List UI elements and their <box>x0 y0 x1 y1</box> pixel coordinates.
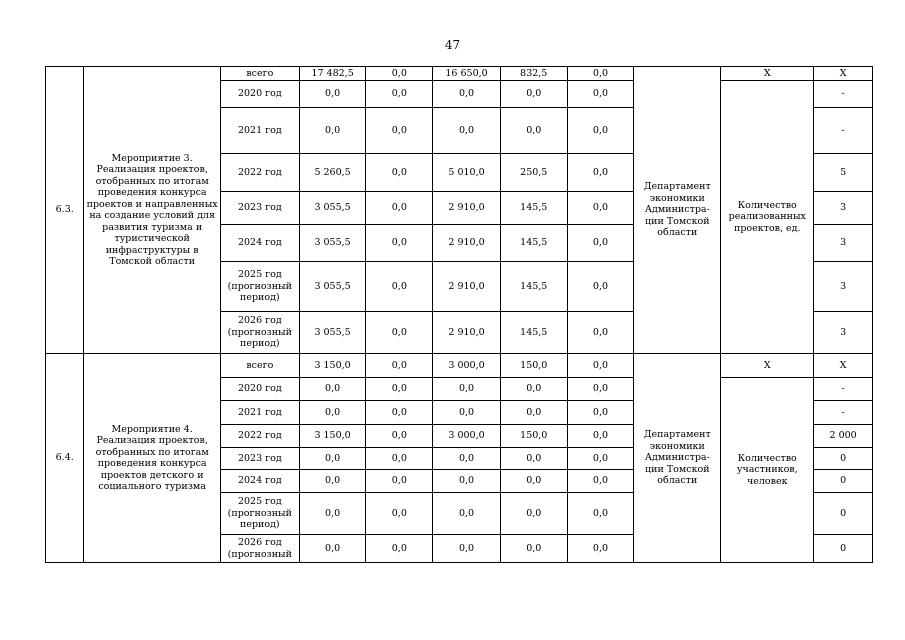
value-cell: 0,0 <box>299 493 366 535</box>
item-name: Мероприятие 3. Реализация проектов, отобранных по итогам проведения конкурса проектов и направленных на создание условий для развития туризма и туристической инфраструктуры в Томской области <box>84 67 220 354</box>
year-cell: 2023 год <box>220 448 299 470</box>
indicator-cell: Х <box>721 67 814 81</box>
year-cell: всего <box>220 67 299 81</box>
value-cell: 0,0 <box>500 401 567 425</box>
value-cell: 0,0 <box>433 448 501 470</box>
item-number: 6.4. <box>46 354 84 563</box>
indicator-cell: Количество реализованных проектов, ед. <box>721 81 814 354</box>
value-cell: 0,0 <box>366 312 433 354</box>
department-cell: Департамент экономики Администра-ции Томской области <box>634 354 721 563</box>
value-cell: 0,0 <box>433 493 501 535</box>
year-cell: 2026 год (прогнозный <box>220 535 299 563</box>
year-cell: 2021 год <box>220 401 299 425</box>
value-cell: 0,0 <box>567 312 634 354</box>
value-cell: 0,0 <box>366 81 433 108</box>
value-cell: 0,0 <box>366 448 433 470</box>
value-cell: 0,0 <box>299 81 366 108</box>
indicator-value: Х <box>814 354 873 378</box>
value-cell: 3 000,0 <box>433 425 501 448</box>
value-cell: 0,0 <box>567 448 634 470</box>
value-cell: 0,0 <box>500 535 567 563</box>
value-cell: 0,0 <box>366 67 433 81</box>
value-cell: 150,0 <box>500 425 567 448</box>
value-cell: 0,0 <box>567 225 634 262</box>
value-cell: 2 910,0 <box>433 262 501 312</box>
value-cell: 17 482,5 <box>299 67 366 81</box>
value-cell: 0,0 <box>366 493 433 535</box>
value-cell: 0,0 <box>433 401 501 425</box>
indicator-cell: Х <box>721 354 814 378</box>
year-cell: 2022 год <box>220 154 299 192</box>
value-cell: 0,0 <box>567 401 634 425</box>
value-cell: 0,0 <box>567 354 634 378</box>
value-cell: 0,0 <box>500 108 567 154</box>
year-cell: 2020 год <box>220 81 299 108</box>
value-cell: 0,0 <box>433 535 501 563</box>
value-cell: 0,0 <box>567 470 634 493</box>
indicator-value: - <box>814 81 873 108</box>
value-cell: 0,0 <box>366 354 433 378</box>
indicator-value: 0 <box>814 535 873 563</box>
value-cell: 0,0 <box>366 154 433 192</box>
value-cell: 832,5 <box>500 67 567 81</box>
value-cell: 0,0 <box>366 108 433 154</box>
value-cell: 0,0 <box>366 401 433 425</box>
value-cell: 0,0 <box>299 448 366 470</box>
year-cell: 2024 год <box>220 470 299 493</box>
value-cell: 16 650,0 <box>433 67 501 81</box>
indicator-value: 2 000 <box>814 425 873 448</box>
value-cell: 0,0 <box>567 154 634 192</box>
value-cell: 0,0 <box>366 535 433 563</box>
value-cell: 0,0 <box>366 192 433 225</box>
year-cell: 2020 год <box>220 378 299 401</box>
value-cell: 2 910,0 <box>433 192 501 225</box>
indicator-value: 0 <box>814 448 873 470</box>
value-cell: 0,0 <box>567 425 634 448</box>
value-cell: 3 150,0 <box>299 354 366 378</box>
year-cell: 2023 год <box>220 192 299 225</box>
value-cell: 0,0 <box>567 535 634 563</box>
item-number: 6.3. <box>46 67 84 354</box>
year-cell: 2026 год (прогнозный период) <box>220 312 299 354</box>
indicator-value: 3 <box>814 225 873 262</box>
value-cell: 0,0 <box>567 493 634 535</box>
value-cell: 3 150,0 <box>299 425 366 448</box>
value-cell: 2 910,0 <box>433 225 501 262</box>
value-cell: 145,5 <box>500 262 567 312</box>
year-cell: 2025 год (прогнозный период) <box>220 493 299 535</box>
indicator-value: 3 <box>814 262 873 312</box>
value-cell: 0,0 <box>433 470 501 493</box>
year-cell: 2021 год <box>220 108 299 154</box>
value-cell: 145,5 <box>500 192 567 225</box>
item-name: Мероприятие 4. Реализация проектов, отобранных по итогам проведения конкурса проектов детского и социального туризма <box>84 354 220 563</box>
value-cell: 0,0 <box>567 81 634 108</box>
value-cell: 3 000,0 <box>433 354 501 378</box>
value-cell: 0,0 <box>433 378 501 401</box>
value-cell: 0,0 <box>500 493 567 535</box>
value-cell: 0,0 <box>299 535 366 563</box>
year-cell: 2024 год <box>220 225 299 262</box>
value-cell: 5 010,0 <box>433 154 501 192</box>
value-cell: 0,0 <box>500 470 567 493</box>
value-cell: 0,0 <box>500 448 567 470</box>
value-cell: 5 260,5 <box>299 154 366 192</box>
indicator-value: 5 <box>814 154 873 192</box>
year-cell: 2022 год <box>220 425 299 448</box>
indicator-value: - <box>814 378 873 401</box>
value-cell: 145,5 <box>500 312 567 354</box>
indicator-value: 3 <box>814 312 873 354</box>
indicator-value: - <box>814 108 873 154</box>
indicator-value: 3 <box>814 192 873 225</box>
value-cell: 145,5 <box>500 225 567 262</box>
value-cell: 150,0 <box>500 354 567 378</box>
value-cell: 0,0 <box>299 378 366 401</box>
value-cell: 0,0 <box>366 225 433 262</box>
value-cell: 3 055,5 <box>299 312 366 354</box>
year-cell: 2025 год (прогнозный период) <box>220 262 299 312</box>
value-cell: 0,0 <box>433 81 501 108</box>
value-cell: 0,0 <box>567 108 634 154</box>
value-cell: 0,0 <box>500 378 567 401</box>
value-cell: 0,0 <box>567 378 634 401</box>
value-cell: 0,0 <box>366 378 433 401</box>
program-table <box>45 66 873 563</box>
value-cell: 0,0 <box>567 67 634 81</box>
department-cell: Департамент экономики Администра-ции Томской области <box>634 67 721 354</box>
value-cell: 3 055,5 <box>299 225 366 262</box>
value-cell: 0,0 <box>366 262 433 312</box>
indicator-cell: Количество участников, человек <box>721 378 814 563</box>
indicator-value: 0 <box>814 493 873 535</box>
value-cell: 3 055,5 <box>299 192 366 225</box>
value-cell: 0,0 <box>299 470 366 493</box>
indicator-value: 0 <box>814 470 873 493</box>
indicator-value: - <box>814 401 873 425</box>
table-row <box>46 67 873 81</box>
value-cell: 0,0 <box>299 108 366 154</box>
value-cell: 0,0 <box>567 262 634 312</box>
value-cell: 0,0 <box>299 401 366 425</box>
year-cell: всего <box>220 354 299 378</box>
value-cell: 0,0 <box>567 192 634 225</box>
value-cell: 0,0 <box>366 470 433 493</box>
value-cell: 0,0 <box>433 108 501 154</box>
table-row <box>46 354 873 378</box>
value-cell: 0,0 <box>366 425 433 448</box>
value-cell: 3 055,5 <box>299 262 366 312</box>
value-cell: 0,0 <box>500 81 567 108</box>
value-cell: 250,5 <box>500 154 567 192</box>
page-number: 47 <box>444 38 461 52</box>
indicator-value: Х <box>814 67 873 81</box>
value-cell: 2 910,0 <box>433 312 501 354</box>
